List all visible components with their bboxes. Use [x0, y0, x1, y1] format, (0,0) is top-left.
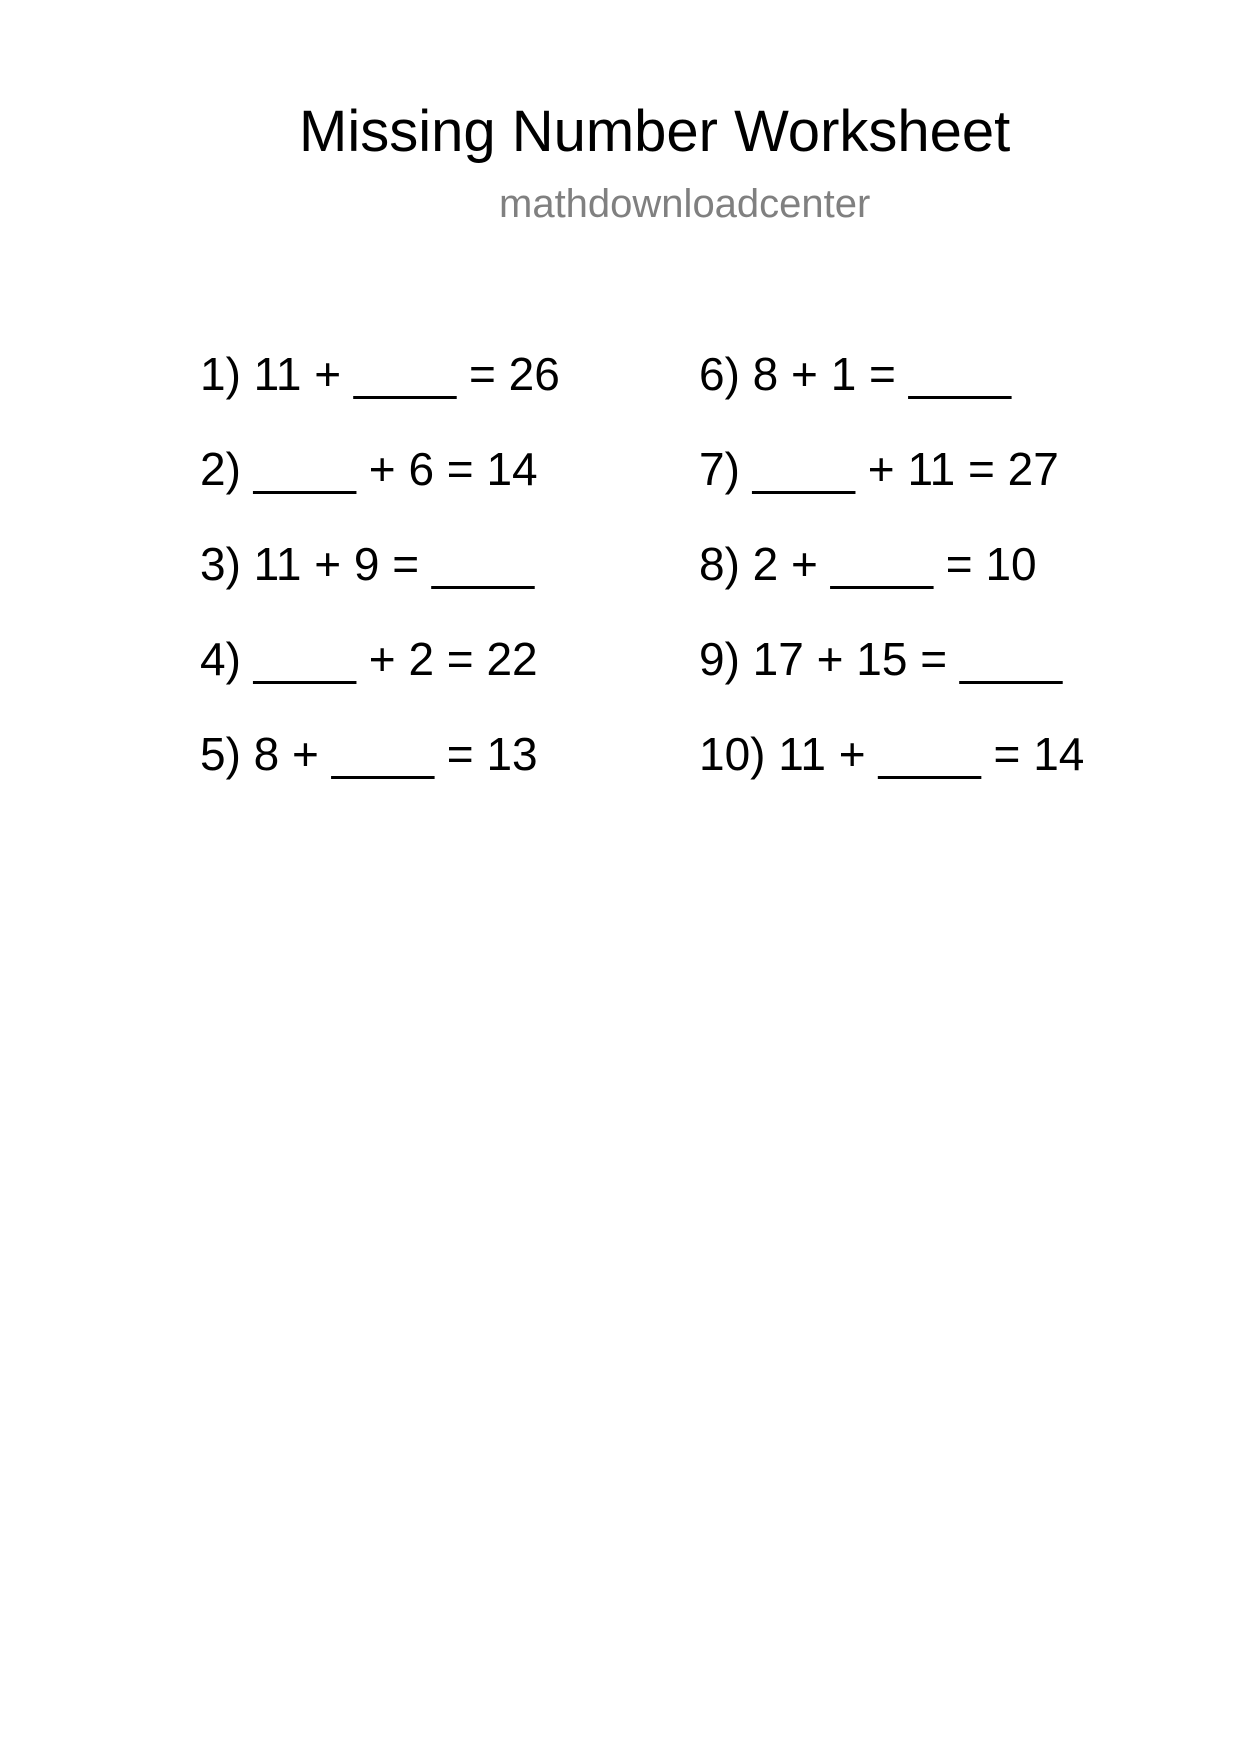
- worksheet-subtitle: mathdownloadcenter: [499, 182, 871, 226]
- worksheet-title: Missing Number Worksheet: [299, 99, 1011, 164]
- problem-2: 2) ____ + 6 = 14: [200, 443, 538, 495]
- problem-9: 9) 17 + 15 = ____: [699, 633, 1063, 685]
- problem-5: 5) 8 + ____ = 13: [200, 728, 538, 780]
- problem-3: 3) 11 + 9 = ____: [200, 538, 535, 590]
- problem-1: 1) 11 + ____ = 26: [200, 348, 560, 400]
- problem-10: 10) 11 + ____ = 14: [699, 728, 1085, 780]
- problem-7: 7) ____ + 11 = 27: [699, 443, 1059, 495]
- problem-6: 6) 8 + 1 = ____: [699, 348, 1012, 400]
- problem-4: 4) ____ + 2 = 22: [200, 633, 538, 685]
- problem-8: 8) 2 + ____ = 10: [699, 538, 1037, 590]
